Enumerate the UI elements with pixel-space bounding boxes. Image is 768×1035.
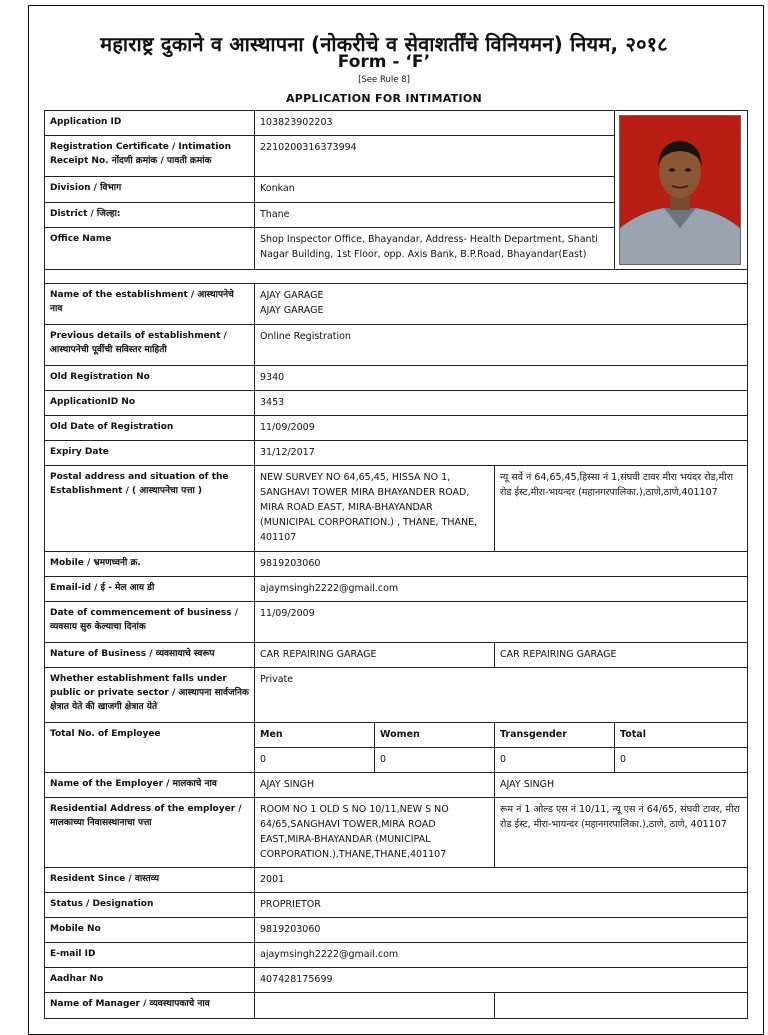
value-manager-name-marathi: [495, 993, 748, 1019]
value-employer-name-marathi: AJAY SINGH: [495, 773, 748, 798]
label-application-id: Application ID: [45, 111, 255, 136]
employee-header-total: Total: [615, 723, 748, 748]
value-mobile: 9819203060: [255, 552, 748, 577]
value-division: Konkan: [255, 177, 615, 202]
value-email-id: ajaymsingh2222@gmail.com: [255, 943, 748, 968]
label-resident-since: Resident Since / वास्तव्य: [45, 868, 255, 893]
value-postal-address-english: NEW SURVEY NO 64,65,45, HISSA NO 1, SANGHAVI TOWER MIRA BHAYANDER ROAD, MIRA ROAD EAST, MIRA-BHAYANDAR (MUNICIPAL CORPORATION.) , THANE, THANE, 401107: [255, 466, 495, 552]
value-establishment-name: [255, 284, 748, 325]
label-applicationid-no: ApplicationID No: [45, 391, 255, 416]
label-total-employees: Total No. of Employee: [45, 723, 255, 773]
label-expiry-date: Expiry Date: [45, 441, 255, 466]
value-old-date-registration: 11/09/2009: [255, 416, 748, 441]
value-previous-details: Online Registration: [255, 325, 748, 366]
label-previous-details: Previous details of establishment / आस्थापनेची पूर्वीची सविस्तर माहिती: [45, 325, 255, 366]
employee-count-men: 0: [255, 748, 375, 773]
label-email: Email-id / ई - मेल आय डी: [45, 577, 255, 602]
label-division: Division / विभाग: [45, 177, 255, 202]
value-registration-certificate: 2210200316373994: [255, 136, 615, 177]
label-district: District / जिल्हा:: [45, 202, 255, 227]
value-residential-address-english: ROOM NO 1 OLD S NO 10/11,NEW S NO 64/65,SANGHAVI TOWER,MIRA ROAD EAST,MIRA-BHAYANDAR (MUNICIPAL CORPORATION.),THANE,THANE,401107: [255, 798, 495, 868]
employee-header-women: Women: [375, 723, 495, 748]
value-expiry-date: 31/12/2017: [255, 441, 748, 466]
value-postal-address-marathi: न्यू सर्वे नं 64,65,45,हिस्सा नं 1,संघवी टावर मीरा भयंदर रोड,मीरा रोड ईस्ट,मीरा-भायन्दर (महानगरपालिका.),ठाणे,ठाणे,401107: [495, 466, 748, 552]
label-sector: Whether establishment falls under public or private sector / आस्थापना सार्वजनिक क्षेत्रात येते की खाजगी क्षेत्रात येते: [45, 668, 255, 723]
value-resident-since: 2001: [255, 868, 748, 893]
applicant-photo: [619, 115, 741, 265]
application-title: APPLICATION FOR INTIMATION: [285, 92, 483, 105]
value-district: Thane: [255, 202, 615, 227]
value-office-name: Shop Inspector Office, Bhayandar, Address- Health Department, Shanti Nagar Building, 1st Floor, opp. Axis Bank, B.P.Road, Bhayandar(East): [255, 227, 615, 269]
label-status-designation: Status / Designation: [45, 893, 255, 918]
value-residential-address-marathi: रूम नं 1 ओल्ड एस नं 10/11, न्यू एस नं 64/65, संघवी टावर, मीरा रोड ईस्ट, मीरा-भायन्दर (महानगरपालिका.),ठाणे, ठाणे, 401107: [495, 798, 748, 868]
value-application-id: 103823902203: [255, 111, 615, 136]
form-main-title: महाराष्ट्र दुकाने व आस्थापना (नोकरीचे व सेवाशर्तींचे विनियमन) नियम, २०१८: [100, 32, 668, 56]
label-mobile-no: Mobile No: [45, 918, 255, 943]
value-mobile-no: 9819203060: [255, 918, 748, 943]
label-registration-certificate: Registration Certificate / Intimation Receipt No. नोंदणी क्रमांक / पावती क्रमांक: [45, 136, 255, 177]
value-nature-of-business-english: CAR REPAIRING GARAGE: [255, 643, 495, 668]
label-commencement-date: Date of commencement of business / व्यवसाय सुरु केल्याचा दिनांक: [45, 602, 255, 643]
employee-count-transgender: 0: [495, 748, 615, 773]
value-nature-of-business-marathi: CAR REPAIRING GARAGE: [495, 643, 748, 668]
value-status-designation: PROPRIETOR: [255, 893, 748, 918]
section-spacer: [45, 270, 748, 284]
label-office-name: Office Name: [45, 227, 255, 269]
label-employer-name: Name of the Employer / मालकाचे नाव: [45, 773, 255, 798]
label-nature-of-business: Nature of Business / व्यवसायाचे स्वरूप: [45, 643, 255, 668]
label-mobile: Mobile / भ्रमणध्वनी क्र.: [45, 552, 255, 577]
label-establishment-name: Name of the establishment / आस्थापनेचे नाव: [45, 284, 255, 325]
value-employer-name-english: AJAY SINGH: [255, 773, 495, 798]
application-table: [44, 110, 748, 1019]
photo-cell: [615, 111, 748, 270]
establishment-name-english: AJAY GARAGE: [260, 290, 324, 301]
value-commencement-date: 11/09/2009: [255, 602, 748, 643]
label-aadhar-no: Aadhar No: [45, 968, 255, 993]
value-old-registration-no: 9340: [255, 366, 748, 391]
rule-reference: [See Rule 8]: [358, 75, 410, 85]
label-residential-address: Residential Address of the employer / मालकाच्या निवासस्थानाचा पत्ता: [45, 798, 255, 868]
employee-count-women: 0: [375, 748, 495, 773]
form-name: Form - ‘F’: [337, 52, 431, 72]
label-email-id: E-mail ID: [45, 943, 255, 968]
value-manager-name-english: [255, 993, 495, 1019]
value-sector: Private: [255, 668, 748, 723]
value-aadhar-no: 407428175699: [255, 968, 748, 993]
person-photo-illustration: [620, 116, 740, 264]
label-postal-address: Postal address and situation of the Establishment / ( आस्थापनेचा पत्ता ): [45, 466, 255, 552]
establishment-name-marathi: AJAY GARAGE: [260, 305, 324, 316]
value-applicationid-no: 3453: [255, 391, 748, 416]
label-old-date-registration: Old Date of Registration: [45, 416, 255, 441]
employee-header-transgender: Transgender: [495, 723, 615, 748]
label-manager-name: Name of Manager / व्यवस्थापकाचे नाव: [45, 993, 255, 1019]
label-old-registration-no: Old Registration No: [45, 366, 255, 391]
value-email: ajaymsingh2222@gmail.com: [255, 577, 748, 602]
employee-count-total: 0: [615, 748, 748, 773]
employee-header-men: Men: [255, 723, 375, 748]
